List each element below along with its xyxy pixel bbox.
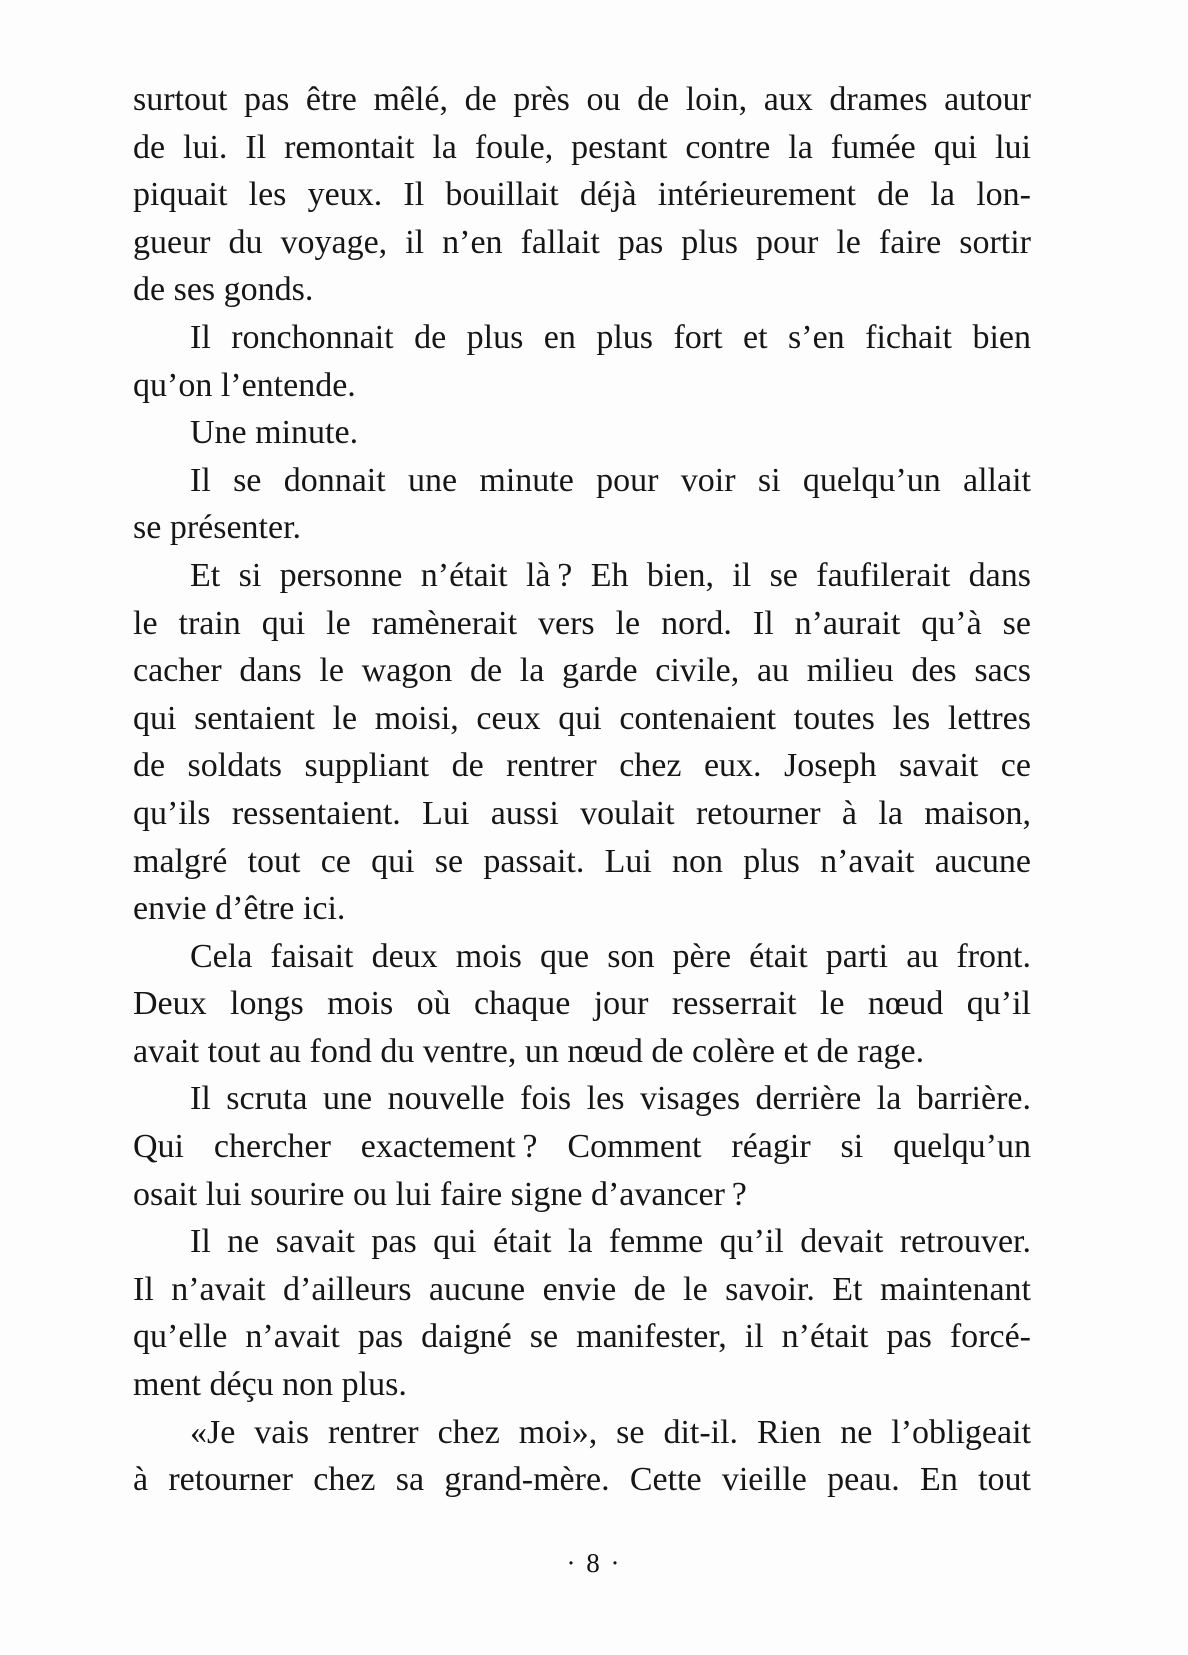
text-line: de lui. Il remontait la foule, pestant contre la fumée qui lui — [133, 128, 1031, 166]
text-line: ment déçu non plus. — [133, 1366, 407, 1404]
paragraph-4 — [133, 457, 1031, 552]
text-line: cacher dans le wagon de la garde civile, au milieu des sacs — [133, 652, 1031, 690]
text-line: se présenter. — [133, 509, 302, 547]
text-line: qui sentaient le moisi, ceux qui contenaient toutes les lettres — [133, 699, 1031, 737]
paragraph-7 — [133, 1075, 1031, 1218]
text-line: gueur du voyage, il n’en fallait pas plus pour le faire sortir — [133, 223, 1031, 261]
paragraph-6 — [133, 933, 1031, 1076]
text-line: qu’ils ressentaient. Lui aussi voulait retourner à la maison, — [133, 794, 1031, 832]
text-line: Il scruta une nouvelle fois les visages derrière la barrière. — [190, 1080, 1031, 1118]
text-line: le train qui le ramènerait vers le nord. Il n’aurait qu’à se — [133, 604, 1031, 642]
text-line: Il ne savait pas qui était la femme qu’il devait retrouver. — [190, 1223, 1031, 1261]
text-line: «Je vais rentrer chez moi», se dit-il. Rien ne l’obligeait — [190, 1413, 1031, 1451]
page-number: · 8 · — [566, 1548, 622, 1578]
text-line: de ses gonds. — [133, 271, 314, 309]
paragraph-2 — [133, 314, 1031, 409]
text-line: Une minute. — [190, 414, 359, 452]
text-line: Il se donnait une minute pour voir si quelqu’un allait — [190, 461, 1031, 499]
text-line: Il n’avait d’ailleurs aucune envie de le savoir. Et maintenant — [133, 1270, 1031, 1308]
text-line: Qui chercher exactement ? Comment réagir si quelqu’un — [133, 1128, 1031, 1166]
text-line: avait tout au fond du ventre, un nœud de colère et de rage. — [133, 1032, 925, 1070]
text-line: surtout pas être mêlé, de près ou de loin, aux drames autour — [133, 81, 1031, 118]
text-line: piquait les yeux. Il bouillait déjà intérieurement de la lon- — [133, 176, 1031, 214]
text-line: qu’on l’entende. — [133, 366, 356, 404]
text-line: Deux longs mois où chaque jour resserrait le nœud qu’il — [133, 985, 1031, 1023]
paragraph-8 — [133, 1218, 1031, 1408]
text-line: de soldats suppliant de rentrer chez eux. Joseph savait ce — [133, 747, 1031, 785]
text-line: Il ronchonnait de plus en plus fort et s’en fichait bien — [190, 318, 1031, 356]
text-line: osait lui sourire ou lui faire signe d’avancer ? — [133, 1175, 747, 1213]
text-line: envie d’être ici. — [133, 890, 346, 928]
paragraph-1 — [133, 76, 1031, 314]
paragraph-9 — [133, 1409, 1031, 1504]
text-line: à retourner chez sa grand-mère. Cette vieille peau. En tout — [133, 1461, 1031, 1499]
text-line: qu’elle n’avait pas daigné se manifester, il n’était pas forcé- — [133, 1318, 1031, 1356]
page-text — [133, 76, 1031, 1504]
text-line: Cela faisait deux mois que son père était parti au front. — [190, 937, 1031, 975]
text-line: malgré tout ce qui se passait. Lui non plus n’avait aucune — [133, 842, 1031, 880]
text-line: Et si personne n’était là ? Eh bien, il se faufilerait dans — [190, 556, 1031, 594]
paragraph-5 — [133, 552, 1031, 933]
paragraph-3 — [133, 409, 1031, 457]
